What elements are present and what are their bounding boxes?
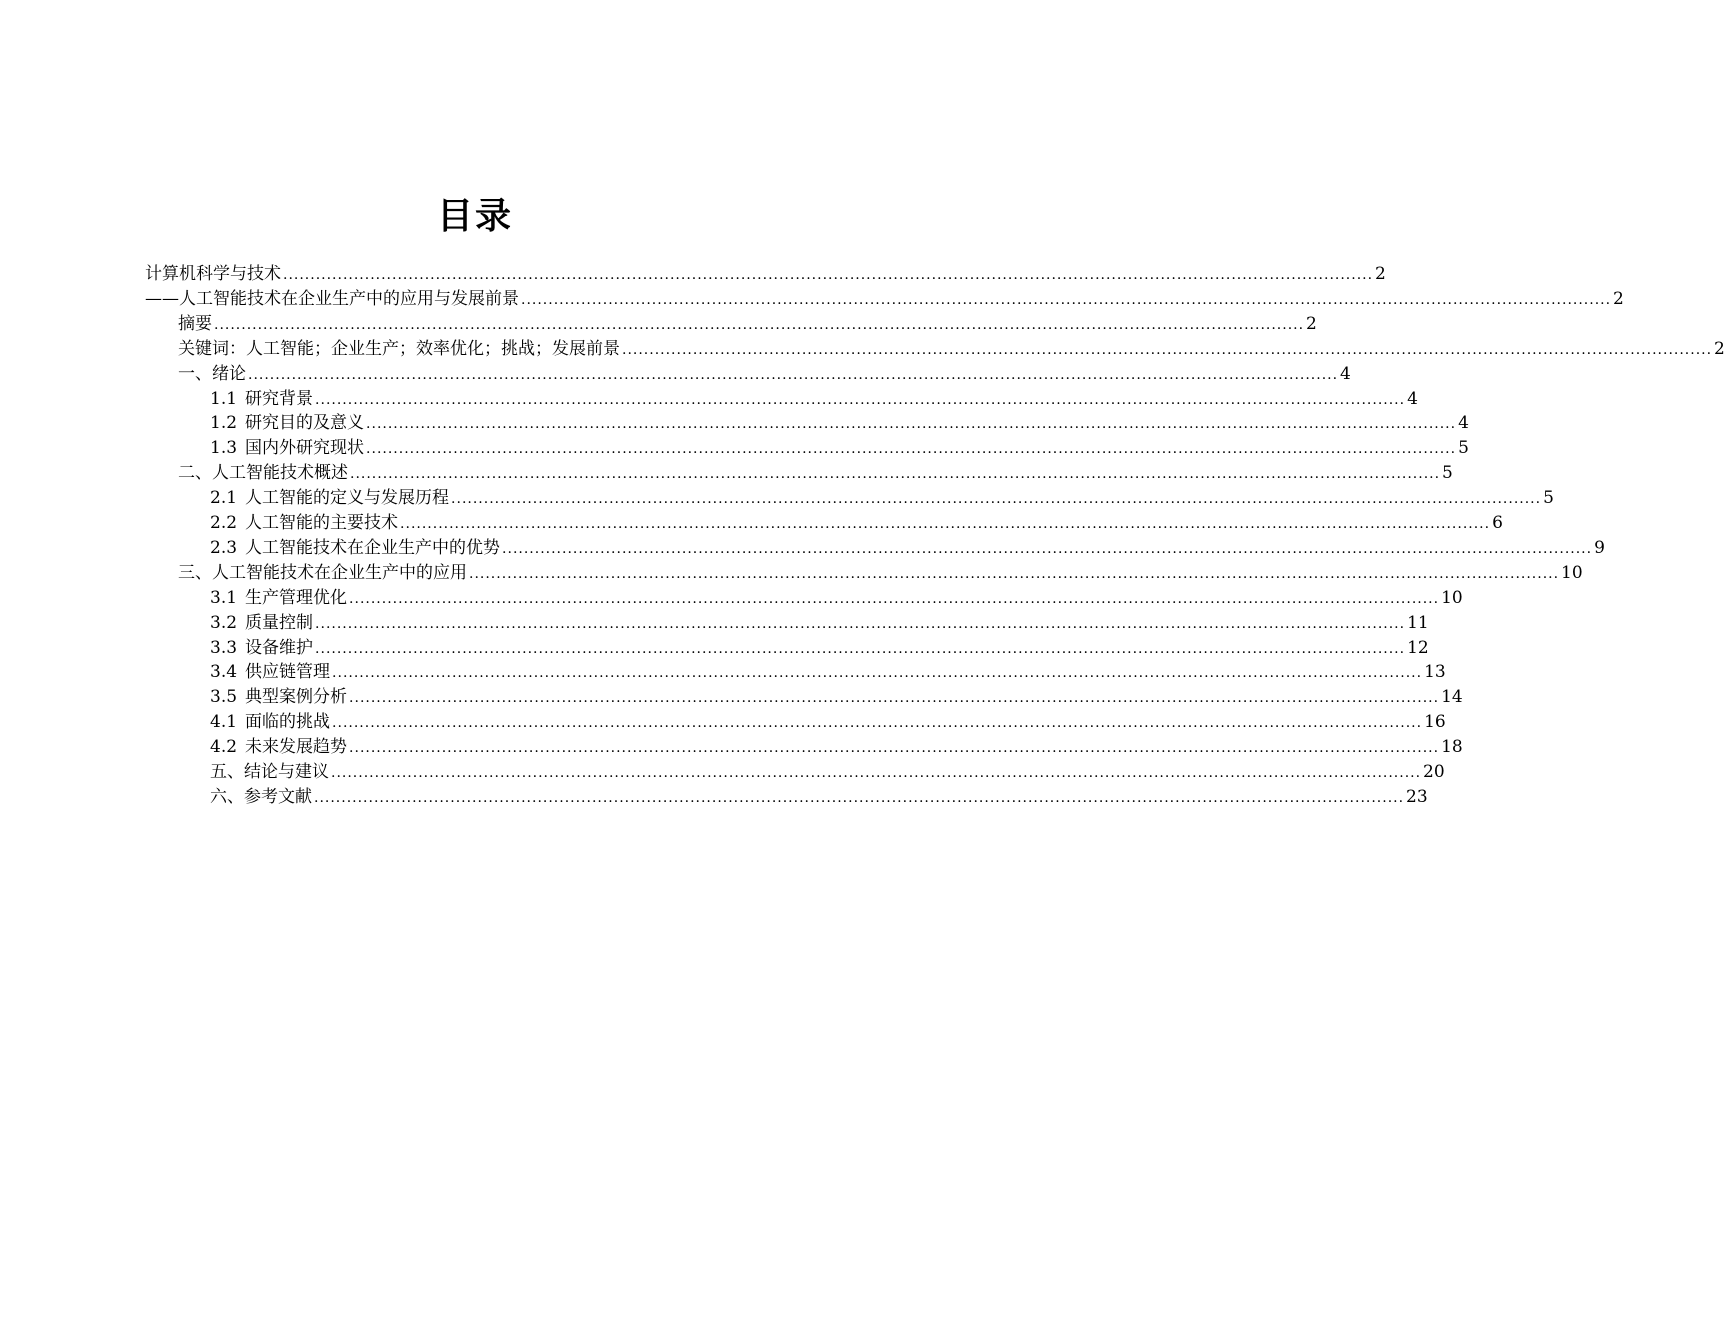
toc-page-number: 14 [1441,687,1463,708]
toc-dot-leader: ........................................................................................................................................................................................................ [332,665,1423,682]
toc-entry-text: 研究背景 [245,388,314,409]
toc-dot-leader: ........................................................................................................................................................................................................ [349,740,1440,757]
toc-page-number: 10 [1441,587,1463,608]
toc-page-number: 20 [1423,762,1445,782]
toc-entry-label [210,387,313,411]
toc-entry-number: 2.1 [210,488,238,509]
toc-entry[interactable] [178,312,1317,336]
toc-entry-number: 3.4 [210,662,238,683]
toc-page-number: 23 [1406,786,1428,807]
toc-entry-number: 3.1 [210,587,238,608]
toc-entry-text: 关键词：人工智能；企业生产；效率优化；挑战；发展前景 [178,338,620,359]
toc-entry-text: 研究目的及意义 [245,413,365,434]
toc-entry-label [210,710,330,734]
toc-entry[interactable] [178,337,1725,361]
toc-page-number: 12 [1407,637,1429,658]
toc-page-number: 6 [1492,513,1503,533]
toc-entry-text: ——人工智能技术在企业生产中的应用与发展前景 [145,288,519,309]
toc-entry-text: 二、人工智能技术概述 [178,463,348,484]
toc-entry-text: 人工智能技术在企业生产中的优势 [245,537,501,558]
toc-page-number: 13 [1424,662,1446,683]
toc-dot-leader: ........................................................................................................................................................................................................ [349,590,1440,607]
toc-entry-label [210,536,500,560]
toc-page-number: 18 [1441,737,1463,758]
toc-entry-label [178,461,348,485]
toc-page-number: 10 [1561,562,1583,583]
toc-entry-label [210,636,313,660]
toc-page-number: 16 [1424,712,1446,733]
toc-page-number: 9 [1594,537,1605,558]
toc-dot-leader: ........................................................................................................................................................................................................ [283,267,1374,283]
toc-entry-text: 供应链管理 [245,662,331,683]
toc-entry[interactable] [210,685,1463,709]
toc-dot-leader: ........................................................................................................................................................................................................ [314,789,1405,806]
toc-entry-label [145,262,281,286]
toc-entry[interactable] [210,636,1429,660]
toc-page-number: 4 [1340,363,1351,384]
toc-entry-number: 1.1 [210,388,238,409]
toc-entry-text: 质量控制 [245,612,314,633]
toc-dot-leader: ........................................................................................................................................................................................................ [214,316,1305,333]
toc-entry[interactable] [210,660,1446,684]
toc-dot-leader: ........................................................................................................................................................................................................ [400,516,1491,532]
toc-entry[interactable] [210,411,1469,435]
toc-entry-number: 2.2 [210,513,238,533]
page-title: 目录 [436,196,513,237]
toc-entry-label [210,760,329,784]
toc-dot-leader: ........................................................................................................................................................................................................ [366,416,1457,433]
toc-dot-leader: ........................................................................................................................................................................................................ [349,690,1440,707]
toc-entry[interactable] [210,536,1605,560]
toc-entry-label [210,785,312,809]
toc-dot-leader: ........................................................................................................................................................................................................ [469,565,1560,582]
toc-entry-label [210,436,364,460]
toc-dot-leader: ........................................................................................................................................................................................................ [331,765,1422,781]
toc-page-number: 4 [1458,413,1469,434]
toc-dot-leader: ........................................................................................................................................................................................................ [332,715,1423,732]
toc-entry-label [178,362,246,386]
toc-entry-label [210,411,364,435]
toc-page-number: 5 [1442,463,1453,484]
toc-dot-leader: ........................................................................................................................................................................................................ [502,540,1593,557]
toc-page-number: 2 [1714,338,1725,359]
toc-entry-text: 人工智能的定义与发展历程 [245,488,450,509]
toc-entry-text: 未来发展趋势 [245,737,348,758]
toc-entry[interactable] [210,511,1503,535]
toc-entry-number: 2.3 [210,537,238,558]
toc-entry[interactable] [210,760,1445,784]
toc-entry[interactable] [210,785,1428,809]
toc-dot-leader: ........................................................................................................................................................................................................ [451,491,1542,508]
toc-page-number: 5 [1458,438,1469,459]
toc-page-number: 4 [1407,388,1418,409]
toc-entry-label [178,337,620,361]
toc-entry-number: 4.2 [210,737,238,758]
toc-entry[interactable] [210,611,1429,635]
toc-entry-label [210,735,347,759]
toc-entry-label [210,511,398,535]
toc-dot-leader: ........................................................................................................................................................................................................ [315,640,1406,657]
toc-entry-text: 计算机科学与技术 [145,264,281,284]
toc-page-number: 2 [1375,264,1386,284]
toc-entry-text: 一、绪论 [178,363,246,384]
toc-dot-leader: ........................................................................................................................................................................................................ [521,291,1612,308]
toc-dot-leader: ........................................................................................................................................................................................................ [366,441,1457,458]
toc-dot-leader: ........................................................................................................................................................................................................ [622,341,1713,358]
toc-page-number: 2 [1613,288,1624,309]
toc-entry-label [210,611,313,635]
toc-entry-number: 3.5 [210,687,238,708]
toc-entry-number: 4.1 [210,712,238,733]
toc-entry[interactable] [210,486,1554,510]
toc-entry[interactable] [210,586,1463,610]
toc-entry[interactable] [210,735,1463,759]
toc-entry-label [210,586,347,610]
toc-entry[interactable] [178,362,1351,386]
toc-entry-label [210,486,449,510]
toc-entry-text: 五、结论与建议 [210,762,329,782]
toc-entry-text: 国内外研究现状 [245,438,365,459]
toc-entry[interactable] [178,461,1453,485]
toc-page-number: 11 [1407,612,1429,633]
toc-entry-text: 三、人工智能技术在企业生产中的应用 [178,562,467,583]
toc-entry-text: 典型案例分析 [245,687,348,708]
toc-entry[interactable] [145,262,1386,286]
toc-entry-number: 3.3 [210,637,238,658]
toc-dot-leader: ........................................................................................................................................................................................................ [315,391,1406,408]
toc-entry-label [145,287,519,311]
toc-dot-leader: ........................................................................................................................................................................................................ [315,615,1406,632]
toc-entry-text: 六、参考文献 [210,786,312,807]
toc-dot-leader: ........................................................................................................................................................................................................ [350,466,1441,483]
toc-dot-leader: ........................................................................................................................................................................................................ [248,366,1339,383]
toc-entry-label [210,685,347,709]
toc-entry-number: 3.2 [210,612,238,633]
toc-entry-label [178,561,467,585]
toc-entry-text: 摘要 [178,313,212,334]
toc-entry-number: 1.2 [210,413,238,434]
toc-page-number: 5 [1543,488,1554,509]
toc-entry-label [178,312,212,336]
toc-entry-text: 设备维护 [245,637,314,658]
toc-entry[interactable] [210,436,1469,460]
toc-entry[interactable] [210,387,1418,411]
toc-page-number: 2 [1306,313,1317,334]
toc-entry-text: 生产管理优化 [245,587,348,608]
toc-entry-text: 人工智能的主要技术 [245,513,399,533]
toc-entry[interactable] [178,561,1583,585]
toc-entry[interactable] [145,287,1624,311]
toc-entry[interactable] [210,710,1446,734]
toc-entry-number: 1.3 [210,438,238,459]
toc-entry-label [210,660,330,684]
toc-entry-text: 面临的挑战 [245,712,331,733]
